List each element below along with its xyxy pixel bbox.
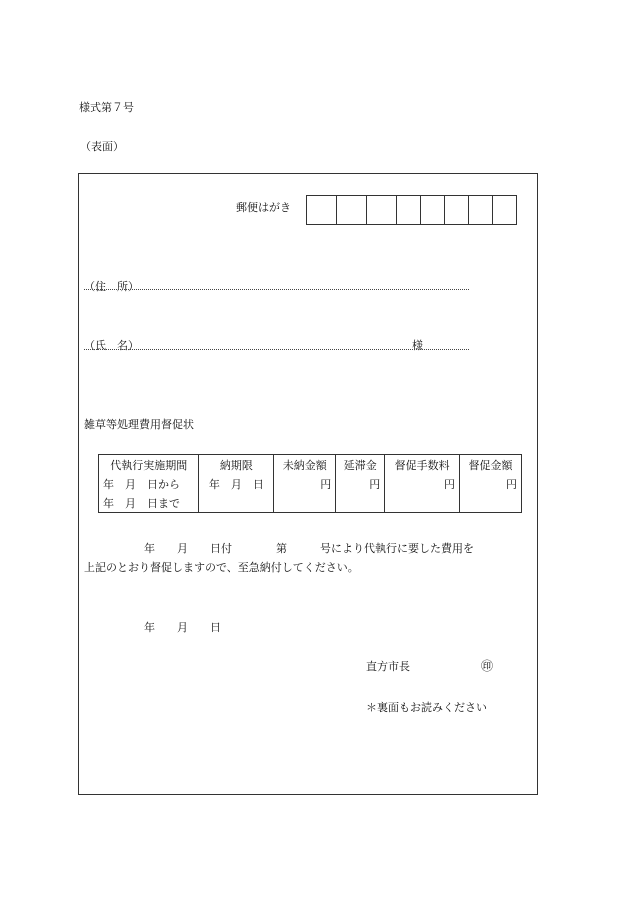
reminder-fee-cell: 円 [385,474,460,493]
postal-code-box[interactable] [366,196,396,224]
postal-code-box[interactable] [396,196,420,224]
name-line[interactable] [84,349,469,350]
header-reminder-fee: 督促手数料 [385,455,460,475]
postal-code-box[interactable] [307,196,336,224]
postal-code-box[interactable] [336,196,366,224]
unpaid-cell: 円 [274,474,336,493]
table-row [99,493,522,513]
side-label: （表面） [80,140,124,153]
empty-cell [460,493,522,513]
postal-code-box[interactable] [492,196,516,224]
header-due-date: 納期限 [199,455,274,475]
address-label: （住 所） [84,280,139,293]
late-fee-cell: 円 [336,474,385,493]
empty-cell [274,493,336,513]
name-label: （氏 名） [84,339,139,352]
table-row [99,474,522,493]
issuer: 直方市長 [366,660,410,673]
empty-cell [385,493,460,513]
header-period: 代執行実施期間 [99,455,199,475]
honorific: 様 [412,339,423,352]
due-date-cell: 年 月 日 [199,474,274,493]
header-total: 督促金額 [460,455,522,475]
empty-cell [199,493,274,513]
postcard-label: 郵便はがき [236,201,291,214]
fee-table [98,454,522,513]
form-number: 様式第７号 [79,101,134,114]
period-to: 年 月 日まで [99,493,199,513]
header-unpaid: 未納金額 [274,455,336,475]
postal-code-box[interactable] [420,196,444,224]
notice-title: 雑草等処理費用督促状 [84,418,194,431]
postal-code-box[interactable] [444,196,468,224]
issue-date: 年 月 日 [144,621,221,634]
period-from: 年 月 日から [99,474,199,493]
body-text-line1: 年 月 日付 第 号により代執行に要した費用を [144,542,474,555]
total-cell: 円 [460,474,522,493]
seal-mark: ㊞ [481,659,494,673]
body-text-line2: 上記のとおり督促しますので、至急納付してください。 [84,561,359,574]
empty-cell [336,493,385,513]
table-row [99,455,522,475]
footer-note: ＊裏面もお読みください [366,701,487,714]
header-late-fee: 延滞金 [336,455,385,475]
postal-code-box[interactable] [468,196,492,224]
postal-code-boxes[interactable] [306,195,517,225]
address-line[interactable] [84,289,469,290]
